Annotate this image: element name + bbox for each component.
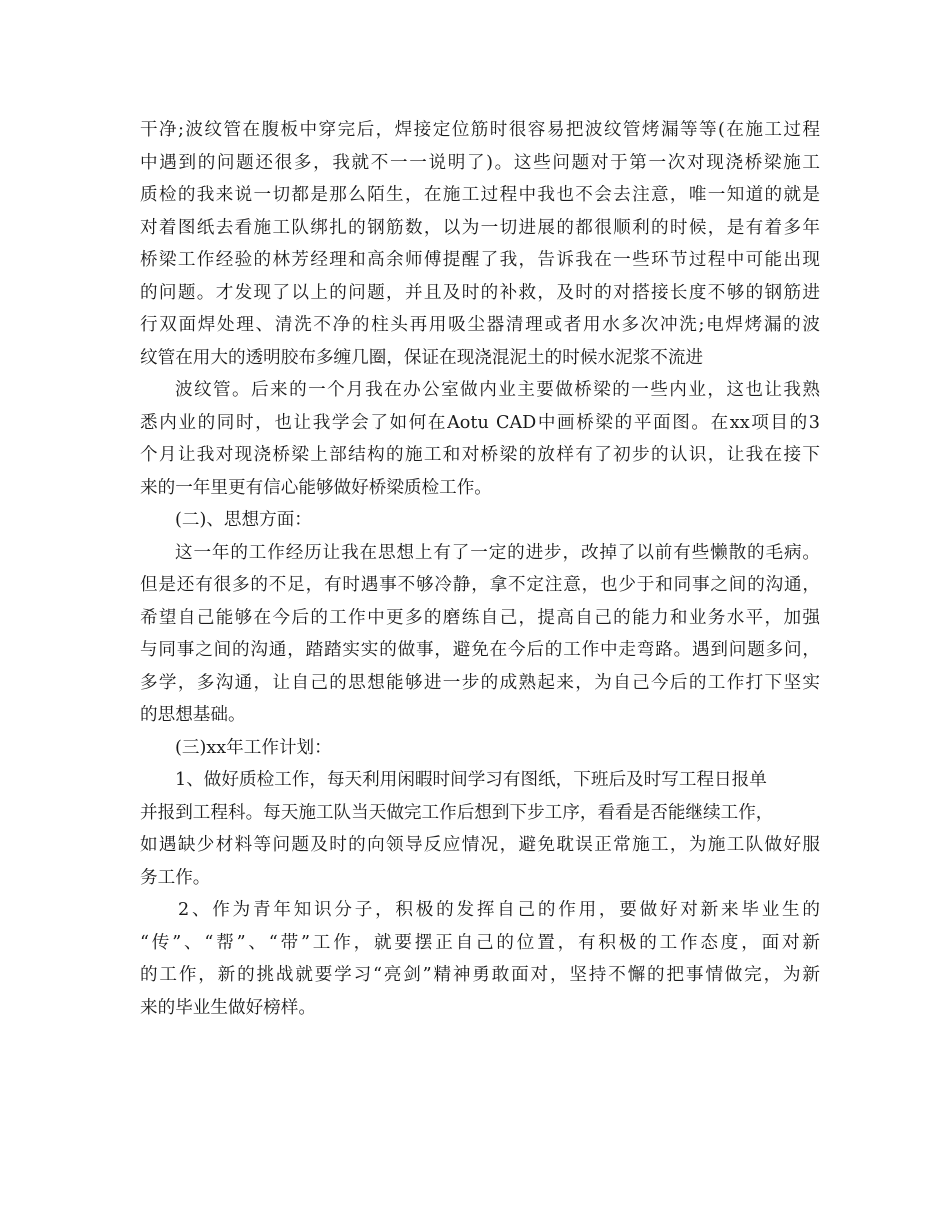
text-line: 行双面焊处理、清洗不净的柱头再用吸尘器清理或者用水多次冲洗;电焊烤漏的波: [140, 315, 820, 335]
text-line: 干净;波纹管在腹板中穿完后，焊接定位筋时很容易把波纹管烤漏等等(在施工过程: [140, 120, 820, 140]
text-line: 务工作。: [140, 867, 211, 888]
text-line: 1、做好质检工作，每天利用闲暇时间学习有图纸，下班后及时写工程日报单: [175, 770, 767, 790]
text-line: 2、作为青年知识分子，积极的发挥自己的作用，要做好对新来毕业生的: [178, 900, 820, 920]
text-line: 的工作，新的挑战就要学习“亮剑”精神勇敢面对，坚持不懈的把事情做完，为新: [140, 965, 820, 985]
text-line: 如遇缺少材料等问题及时的向领导反应情况，避免耽误正常施工，为施工队做好服: [140, 835, 820, 855]
text-line: 中遇到的问题还很多，我就不一一说明了)。这些问题对于第一次对现浇桥梁施工: [140, 152, 820, 173]
text-line: 个月让我对现浇桥梁上部结构的施工和对桥梁的放样有了初步的认识，让我在接下: [140, 445, 820, 465]
text-line: 但是还有很多的不足，有时遇事不够冷静，拿不定注意，也少于和同事之间的沟通，: [140, 575, 820, 595]
text-line: 桥梁工作经验的林芳经理和高余师傅提醒了我，告诉我在一些环节过程中可能出现: [140, 250, 820, 270]
text-line: 波纹管。后来的一个月我在办公室做内业主要做桥梁的一些内业，这也让我熟: [175, 380, 820, 400]
document-body: [140, 114, 820, 1024]
text-line: 与同事之间的沟通，踏踏实实的做事，避免在今后的工作中走弯路。遇到问题多问，: [140, 640, 820, 660]
text-line: 并报到工程科。每天施工队当天做完工作后想到下步工序，看看是否能继续工作，: [140, 802, 774, 823]
text-line: 的思想基础。: [140, 705, 246, 725]
text-line: 希望自己能够在今后的工作中更多的磨练自己，提高自己的能力和业务水平，加强: [140, 607, 820, 628]
text-line: 的问题。才发现了以上的问题，并且及时的补救，及时的对搭接长度不够的钢筋进: [140, 282, 820, 303]
text-line: 悉内业的同时，也让我学会了如何在Aotu CAD中画桥梁的平面图。在xx项目的3: [140, 412, 820, 433]
section-heading: (二)、思想方面：: [175, 510, 312, 530]
text-line: 多学，多沟通，让自己的思想能够进一步的成熟起来，为自己今后的工作打下坚实: [140, 672, 820, 693]
text-line: 这一年的工作经历让我在思想上有了一定的进步，改掉了以前有些懒散的毛病。: [175, 542, 820, 563]
text-line: 来的一年里更有信心能够做好桥梁质检工作。: [140, 477, 492, 498]
text-line: 来的毕业生做好榜样。: [140, 997, 316, 1018]
text-line: 质检的我来说一切都是那么陌生，在施工过程中我也不会去注意，唯一知道的就是: [140, 185, 820, 205]
text-line: “传”、“帮”、“带”工作，就要摆正自己的位置，有积极的工作态度，面对新: [140, 932, 820, 953]
section-heading: (三)xx年工作计划：: [175, 737, 332, 758]
text-line: 纹管在用大的透明胶布多缠几圈，保证在现浇混泥土的时候水泥浆不流进: [140, 347, 704, 368]
text-line: 对着图纸去看施工队绑扎的钢筋数，以为一切进展的都很顺利的时候，是有着多年: [140, 217, 820, 238]
